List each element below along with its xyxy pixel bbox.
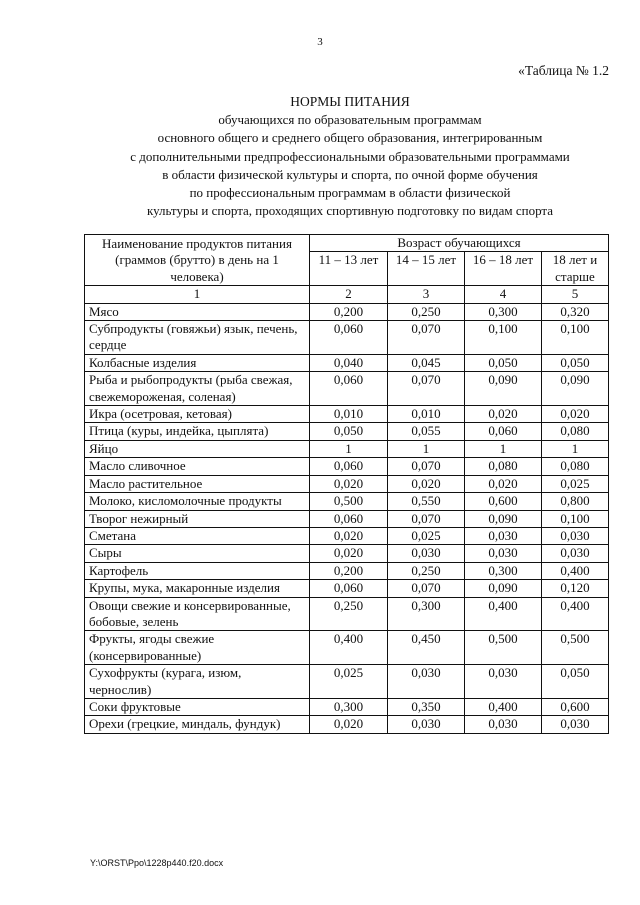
title-line: культуры и спорта, проходящих спортивную подготовку по видам спорта <box>146 203 554 219</box>
norm-value: 0,550 <box>388 493 465 510</box>
header-age: 11 – 13 лет <box>310 252 388 286</box>
norm-value: 0,030 <box>542 527 609 544</box>
table-row <box>85 321 609 355</box>
norm-value: 0,025 <box>542 475 609 492</box>
product-name: Овощи свежие и консервированные, бобовые, зелень <box>85 597 310 631</box>
product-name: Картофель <box>85 562 310 579</box>
column-number: 1 <box>85 286 310 303</box>
table-row <box>85 406 609 423</box>
norm-value: 0,120 <box>542 580 609 597</box>
product-name: Масло сливочное <box>85 458 310 475</box>
product-name: Субпродукты (говяжьи) язык, печень, сердце <box>85 321 310 355</box>
title-main: НОРМЫ ПИТАНИЯ <box>290 94 410 109</box>
norm-value: 0,030 <box>388 716 465 733</box>
norm-value: 0,050 <box>310 423 388 440</box>
header-age-group: Возраст обучающихся <box>310 235 609 252</box>
norm-value: 1 <box>465 440 542 457</box>
norm-value: 0,020 <box>310 475 388 492</box>
norm-value: 0,010 <box>388 406 465 423</box>
table-row <box>85 631 609 665</box>
product-name: Рыба и рыбопродукты (рыба свежая, свежемороженая, соленая) <box>85 372 310 406</box>
product-name: Яйцо <box>85 440 310 457</box>
title-line: с дополнительными предпрофессиональными образовательными программами <box>130 148 570 164</box>
norm-value: 0,500 <box>542 631 609 665</box>
norm-value: 0,020 <box>465 475 542 492</box>
norm-value: 0,045 <box>388 354 465 371</box>
norm-value: 0,050 <box>542 665 609 699</box>
norm-value: 0,070 <box>388 372 465 406</box>
norm-value: 0,500 <box>465 631 542 665</box>
norm-value: 0,020 <box>465 406 542 423</box>
norm-value: 0,030 <box>388 665 465 699</box>
product-name: Молоко, кисломолочные продукты <box>85 493 310 510</box>
title-line: в области физической культуры и спорта, по очной форме обучения <box>162 166 538 182</box>
norm-value: 0,090 <box>542 372 609 406</box>
norm-value: 1 <box>388 440 465 457</box>
product-name: Фрукты, ягоды свежие (консервированные) <box>85 631 310 665</box>
column-number-row <box>85 286 609 303</box>
norm-value: 0,060 <box>465 423 542 440</box>
norm-value: 0,030 <box>465 545 542 562</box>
norm-value: 0,020 <box>310 545 388 562</box>
norm-value: 0,090 <box>465 372 542 406</box>
norm-value: 0,100 <box>542 321 609 355</box>
norm-value: 0,055 <box>388 423 465 440</box>
product-name: Крупы, мука, макаронные изделия <box>85 580 310 597</box>
norm-value: 0,100 <box>465 321 542 355</box>
product-name: Сухофрукты (курага, изюм, чернослив) <box>85 665 310 699</box>
norm-value: 0,400 <box>465 597 542 631</box>
norm-value: 0,250 <box>388 303 465 320</box>
product-name: Колбасные изделия <box>85 354 310 371</box>
column-number: 4 <box>465 286 542 303</box>
norm-value: 0,030 <box>542 716 609 733</box>
product-name: Орехи (грецкие, миндаль, фундук) <box>85 716 310 733</box>
norm-value: 0,090 <box>465 580 542 597</box>
product-name: Сыры <box>85 545 310 562</box>
norm-value: 0,030 <box>465 665 542 699</box>
norm-value: 0,010 <box>310 406 388 423</box>
table-row <box>85 423 609 440</box>
norm-value: 0,300 <box>388 597 465 631</box>
file-path-footer: Y:\ORST\Ppo\1228p440.f20.docx <box>90 858 224 868</box>
norm-value: 0,080 <box>542 423 609 440</box>
norm-value: 0,400 <box>310 631 388 665</box>
table-row <box>85 580 609 597</box>
product-name: Творог нежирный <box>85 510 310 527</box>
table-row <box>85 354 609 371</box>
product-name: Масло растительное <box>85 475 310 492</box>
norm-value: 0,450 <box>388 631 465 665</box>
norm-value: 0,030 <box>465 716 542 733</box>
table-reference: «Таблица № 1.2 <box>518 63 609 78</box>
norm-value: 0,030 <box>388 545 465 562</box>
norm-value: 0,060 <box>310 321 388 355</box>
table-row <box>85 372 609 406</box>
norm-value: 0,020 <box>310 716 388 733</box>
column-number: 3 <box>388 286 465 303</box>
header-age: 16 – 18 лет <box>465 252 542 286</box>
header-age: 14 – 15 лет <box>388 252 465 286</box>
norm-value: 0,300 <box>310 698 388 715</box>
norm-value: 0,050 <box>542 354 609 371</box>
norm-value: 0,600 <box>465 493 542 510</box>
norm-value: 0,080 <box>542 458 609 475</box>
norm-value: 0,200 <box>310 303 388 320</box>
title-line: обучающихся по образовательным программам <box>218 112 482 128</box>
norm-value: 0,070 <box>388 510 465 527</box>
title-line: по профессиональным программам в области физической <box>189 185 511 201</box>
header-product-column: Наименование продуктов питания (граммов (брутто) в день на 1 человека) <box>85 235 310 286</box>
norm-value: 0,060 <box>310 458 388 475</box>
table-body <box>85 303 609 733</box>
norm-value: 0,040 <box>310 354 388 371</box>
norm-value: 0,020 <box>388 475 465 492</box>
table-row <box>85 562 609 579</box>
table-row <box>85 665 609 699</box>
norm-value: 0,025 <box>388 527 465 544</box>
norm-value: 0,400 <box>465 698 542 715</box>
nutrition-norms-table <box>84 234 609 734</box>
table-row <box>85 716 609 733</box>
norm-value: 0,070 <box>388 458 465 475</box>
header-age: 18 лет и старше <box>542 252 609 286</box>
norm-value: 0,300 <box>465 303 542 320</box>
norm-value: 0,800 <box>542 493 609 510</box>
column-number: 5 <box>542 286 609 303</box>
norm-value: 1 <box>310 440 388 457</box>
norm-value: 0,100 <box>542 510 609 527</box>
norm-value: 0,060 <box>310 510 388 527</box>
norm-value: 0,500 <box>310 493 388 510</box>
table-row <box>85 493 609 510</box>
page-number: 3 <box>317 36 323 48</box>
product-name: Соки фруктовые <box>85 698 310 715</box>
norm-value: 0,070 <box>388 321 465 355</box>
table-row <box>85 440 609 457</box>
table-row <box>85 597 609 631</box>
table-row <box>85 545 609 562</box>
norm-value: 0,400 <box>542 597 609 631</box>
product-name: Мясо <box>85 303 310 320</box>
norm-value: 0,025 <box>310 665 388 699</box>
norm-value: 0,320 <box>542 303 609 320</box>
norm-value: 0,050 <box>465 354 542 371</box>
norm-value: 0,350 <box>388 698 465 715</box>
norm-value: 0,090 <box>465 510 542 527</box>
table-row <box>85 510 609 527</box>
norm-value: 0,600 <box>542 698 609 715</box>
norm-value: 0,060 <box>310 372 388 406</box>
norm-value: 1 <box>542 440 609 457</box>
table-row <box>85 458 609 475</box>
title-line: основного общего и среднего общего образования, интегрированным <box>157 130 543 146</box>
column-number: 2 <box>310 286 388 303</box>
table-row <box>85 475 609 492</box>
norm-value: 0,060 <box>310 580 388 597</box>
product-name: Сметана <box>85 527 310 544</box>
norm-value: 0,030 <box>542 545 609 562</box>
document-title <box>60 93 640 220</box>
table-row <box>85 303 609 320</box>
norm-value: 0,020 <box>542 406 609 423</box>
norm-value: 0,300 <box>465 562 542 579</box>
norm-value: 0,020 <box>310 527 388 544</box>
norm-value: 0,250 <box>388 562 465 579</box>
norm-value: 0,250 <box>310 597 388 631</box>
norm-value: 0,400 <box>542 562 609 579</box>
norm-value: 0,200 <box>310 562 388 579</box>
product-name: Птица (куры, индейка, цыплята) <box>85 423 310 440</box>
table-row <box>85 527 609 544</box>
norm-value: 0,080 <box>465 458 542 475</box>
norm-value: 0,070 <box>388 580 465 597</box>
header-row <box>85 235 609 252</box>
table-row <box>85 698 609 715</box>
norm-value: 0,030 <box>465 527 542 544</box>
product-name: Икра (осетровая, кетовая) <box>85 406 310 423</box>
